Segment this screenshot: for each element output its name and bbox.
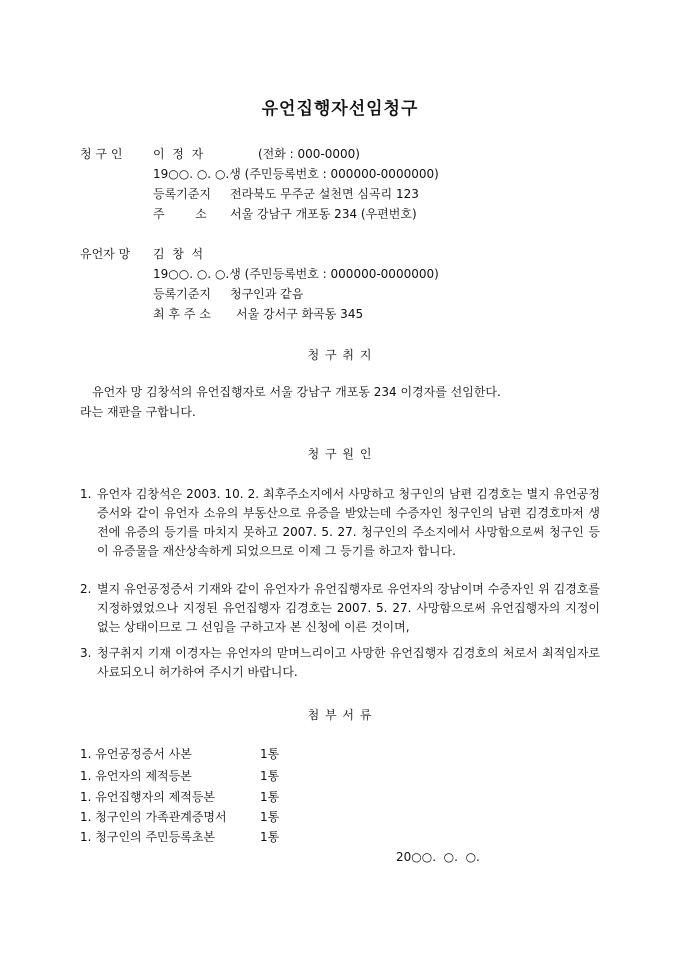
reason-number: 3. [80,646,92,660]
claimant-phone: (전화 : 000-0000) [258,147,360,161]
deceased-last-address-value: 서울 강서구 화곡동 345 [236,307,364,321]
deceased-registry-label: 등록기준지 [153,287,211,301]
attachment-qty: 1통 [260,810,280,824]
attachment-item [80,788,280,805]
deceased-birth: 19○○. ○. ○.생 (주민등록번호 : 000000-0000000) [153,267,439,281]
attachment-name: 1. 유언자의 제적등본 [80,769,192,783]
document-date: 20○○. ○. ○. [396,850,480,864]
attachment-item [80,767,280,784]
attachment-item [80,808,280,825]
reason-text: 별지 유언공정증서 기재와 같이 유언자가 유언집행자로 유언자의 장남이며 수증자인 위 김경호를 지정하였었으나 지정된 유언집행자 김경호는 2007. 5. 27. 사망함으로써 유언집행자의 지정이 없는 상태이므로 그 선임을 구하고자 본 신청에 이른 것이며, [97,582,600,634]
claimant-label: 청 구 인 [80,147,123,161]
attachment-qty: 1통 [260,830,280,844]
attachment-name: 1. 유언공정증서 사본 [80,747,192,761]
document-title: 유언집행자선임청구 [261,99,419,119]
reason-item-3 [80,644,600,682]
attachment-name: 1. 유언집행자의 제적등본 [80,790,215,804]
deceased-label: 유언자 망 [80,247,131,261]
attachment-name: 1. 청구인의 가족관계증명서 [80,810,227,824]
attachment-qty: 1통 [260,747,280,761]
claimant-address-value: 서울 강남구 개포동 234 (우편번호) [230,207,417,221]
reason-number: 2. [80,582,92,596]
reason-item-1 [80,485,600,561]
attachment-qty: 1통 [260,769,280,783]
purpose-heading: 청 구 취 지 [307,348,373,362]
attachment-name: 1. 청구인의 주민등록초본 [80,830,215,844]
purpose-line-1: 유언자 망 김창석의 유언집행자로 서울 강남구 개포동 234 이경자를 선임한다. [92,385,501,399]
reason-text: 유언자 김창석은 2003. 10. 2. 최후주소지에서 사망하고 청구인의 남편 김경호는 별지 유언공정증서와 같이 유언자 소유의 부동산으로 유증을 받았는데 수증자인 청구인의 남편 김경호마저 생전에 유증의 등기를 마치지 못하고 2007. 5. 27. 청구인의 주소지에서 사망함으로써 청구인 등이 유증물을 재산상속하게 되었으므로 이제 그 등기를 하고자 합니다. [97,487,600,558]
deceased-registry-value: 청구인과 같음 [230,287,304,301]
claimant-registry-value: 전라북도 무주군 설천면 심곡리 123 [230,187,419,201]
deceased-name: 김 창 석 [153,247,204,261]
claimant-address-label: 주 소 [153,207,207,221]
reason-item-2 [80,580,600,637]
deceased-last-address-label: 최 후 주 소 [153,307,211,321]
claimant-birth: 19○○. ○. ○.생 (주민등록번호 : 000000-0000000) [153,167,439,181]
attachment-item [80,745,280,762]
attachment-item [80,828,280,845]
attachment-qty: 1통 [260,790,280,804]
attachments-heading: 첨 부 서 류 [307,708,373,722]
reason-number: 1. [80,487,92,501]
reason-text: 청구취지 기재 이경자는 유언자의 맏며느리이고 사망한 유언집행자 김경호의 처로서 최적임자로 사료되오니 허가하여 주시기 바랍니다. [97,646,600,679]
claimant-registry-label: 등록기준지 [153,187,211,201]
purpose-line-2: 라는 재판을 구합니다. [80,405,196,419]
reasons-heading: 청 구 원 인 [307,447,373,461]
claimant-name: 이 정 자 [153,147,204,161]
